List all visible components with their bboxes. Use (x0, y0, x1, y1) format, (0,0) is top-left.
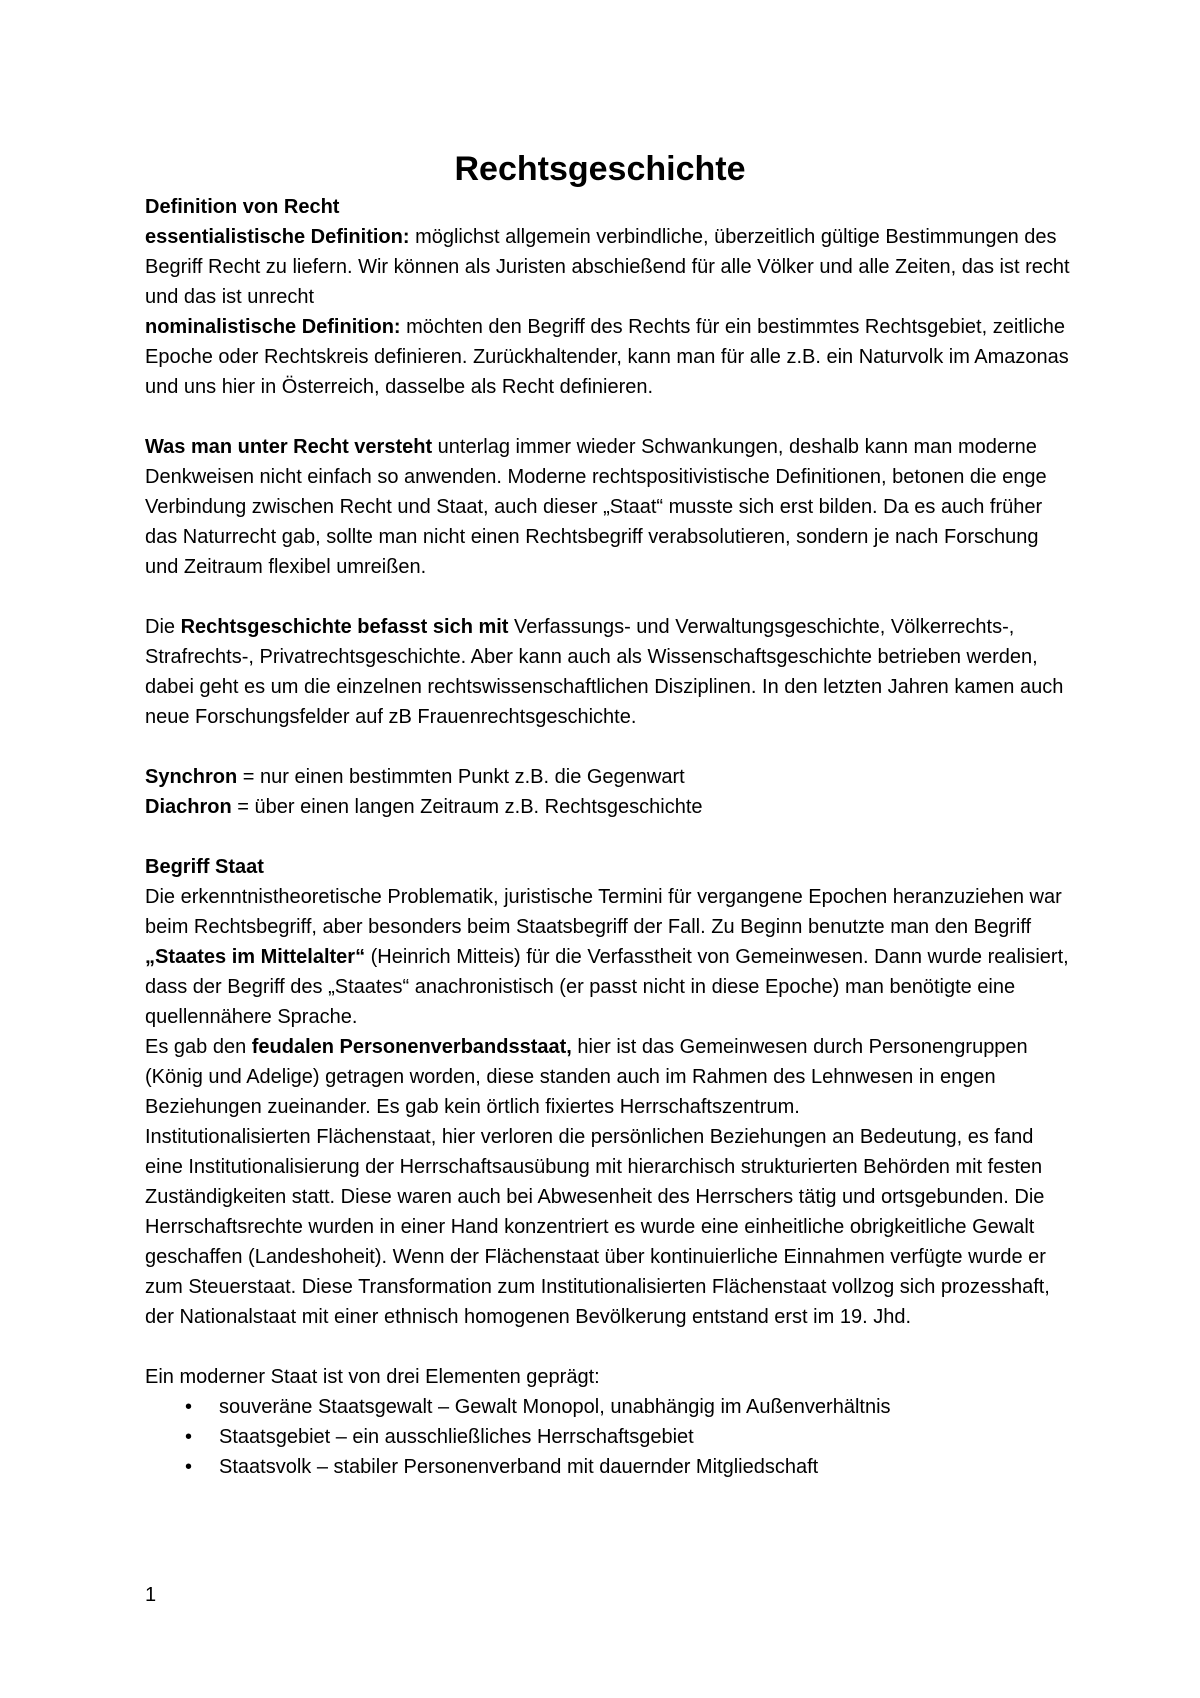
state-concept-paragraph-1: Die erkenntnistheoretische Problematik, juristische Termini für vergangene Epochen heranzuziehen war beim Rechtsbegriff, aber besonders beim Staatsbegriff der Fall. Zu Beginn benutzte man den Begriff „Staates im Mittelalter“ (Heinrich Mitteis) für die Verfasstheit von Gemeinwesen. Dann wurde realisiert, dass der Begriff des „Staates“ anachronistisch (er passt nicht in diese Epoche) man benötigte eine quellennähere Sprache. (145, 886, 1069, 1028)
paragraph-gap (145, 402, 1070, 432)
state-concept-heading: Begriff Staat (145, 856, 264, 878)
list-item: • Staatsvolk – stabiler Personenverband mit dauernder Mitgliedschaft (145, 1452, 1070, 1482)
legal-history-scope-text: Verfassungs- und Verwaltungsgeschichte, Völkerrechts-, Strafrechts-, Privatrechtsgeschichte. Aber kann auch als Wissenschaftsgeschichte betrieben werden, dabei geht es um die einzelnen rechtswissenschaftlichen Disziplinen. In den letzten Jahren kamen auch neue Forschungsfelder auf zB Frauenrechtsgeschichte. (145, 616, 1064, 728)
synchron-line: Synchron = nur einen bestimmten Punkt z.B. die Gegenwart (145, 766, 685, 788)
essentialist-text: möglichst allgemein verbindliche, überzeitlich gültige Bestimmungen des Begriff Recht zu liefern. Wir können als Juristen abschießend für alle Völker und alle Zeiten, das ist recht und das ist unrecht (145, 226, 1070, 308)
synchron-term: Synchron (145, 766, 238, 788)
legal-history-scope-term: Rechtsgeschichte befasst sich mit (180, 616, 509, 638)
diachron-line: Diachron = über einen langen Zeitraum z.B. Rechtsgeschichte (145, 796, 703, 818)
nominalist-term: nominalistische Definition: (145, 316, 401, 338)
law-understanding-term: Was man unter Recht versteht (145, 436, 433, 458)
paragraph-gap (145, 732, 1070, 762)
bullet-icon: • (185, 1426, 193, 1448)
essentialist-definition-paragraph (145, 222, 1070, 312)
feudal-state-term: feudalen Personenverbandsstaat, (251, 1036, 572, 1058)
bullet-icon: • (185, 1396, 193, 1418)
essentialist-term: essentialistische Definition: (145, 226, 410, 248)
legal-history-scope-paragraph: Die Rechtsgeschichte befasst sich mit Verfassungs- und Verwaltungsgeschichte, Völkerrechts-, Strafrechts-, Privatrechtsgeschichte. Aber kann auch als Wissenschaftsgeschichte betrieben werden, dabei geht es um die einzelnen rechtswissenschaftlichen Disziplinen. In den letzten Jahren kamen auch neue Forschungsfelder auf zB Frauenrechtsgeschichte. (145, 616, 1064, 728)
state-elements-intro: Ein moderner Staat ist von drei Elementen geprägt: (145, 1366, 600, 1388)
medieval-state-term: „Staates im Mittelalter“ (145, 946, 366, 968)
document-body (145, 192, 1070, 1482)
state-elements-list (145, 1392, 1070, 1482)
bullet-icon: • (185, 1456, 193, 1478)
nominalist-definition-paragraph (145, 312, 1070, 402)
state-concept-paragraph-3: Institutionalisierten Flächenstaat, hier verloren die persönlichen Beziehungen an Bedeutung, es fand eine Institutionalisierung der Herrschaftsausübung mit hierarchisch strukturierten Behörden mit festen Zuständigkeiten statt. Diese waren auch bei Abwesenheit des Herrschers tätig und ortsgebunden. Die Herrschaftsrechte wurden in einer Hand konzentriert es wurde eine einheitliche obrigkeitliche Gewalt geschaffen (Landeshoheit). Wenn der Flächenstaat über kontinuierliche Einnahmen verfügte wurde er zum Steuerstaat. Diese Transformation zum Institutionalisierten Flächenstaat vollzog sich prozesshaft, der Nationalstaat mit einer ethnisch homogenen Bevölkerung entstand erst im 19. Jhd. (145, 1126, 1050, 1328)
definition-heading: Definition von Recht (145, 196, 340, 218)
law-understanding-text: unterlag immer wieder Schwankungen, deshalb kann man moderne Denkweisen nicht einfach so anwenden. Moderne rechtspositivistische Definitionen, betonen die enge Verbindung zwischen Recht und Staat, auch dieser „Staat“ musste sich erst bilden. Da es auch früher das Naturrecht gab, sollte man nicht einen Rechtsbegriff verabsolutieren, sondern je nach Forschung und Zeitraum flexibel umreißen. (145, 436, 1047, 578)
paragraph-gap (145, 822, 1070, 852)
nominalist-text: möchten den Begriff des Rechts für ein bestimmtes Rechtsgebiet, zeitliche Epoche oder Rechtskreis definieren. Zurückhaltender, kann man für alle z.B. ein Naturvolk im Amazonas und uns hier in Österreich, dasselbe als Recht definieren. (145, 316, 1069, 398)
page-number: 1 (145, 1584, 157, 1606)
list-item: • Staatsgebiet – ein ausschließliches Herrschaftsgebiet (145, 1422, 1070, 1452)
document-title: Rechtsgeschichte (454, 150, 746, 188)
state-concept-paragraph-2: Es gab den feudalen Personenverbandsstaat, hier ist das Gemeinwesen durch Personengruppen (König und Adelige) getragen worden, diese standen auch im Rahmen des Lehnwesen in engen Beziehungen zueinander. Es gab kein örtlich fixiertes Herrschaftszentrum. (145, 1036, 1028, 1118)
list-item: • souveräne Staatsgewalt – Gewalt Monopol, unabhängig im Außenverhältnis (145, 1392, 1070, 1422)
paragraph-gap (145, 582, 1070, 612)
paragraph-gap (145, 1332, 1070, 1362)
law-understanding-paragraph (145, 432, 1070, 582)
diachron-term: Diachron (145, 796, 232, 818)
